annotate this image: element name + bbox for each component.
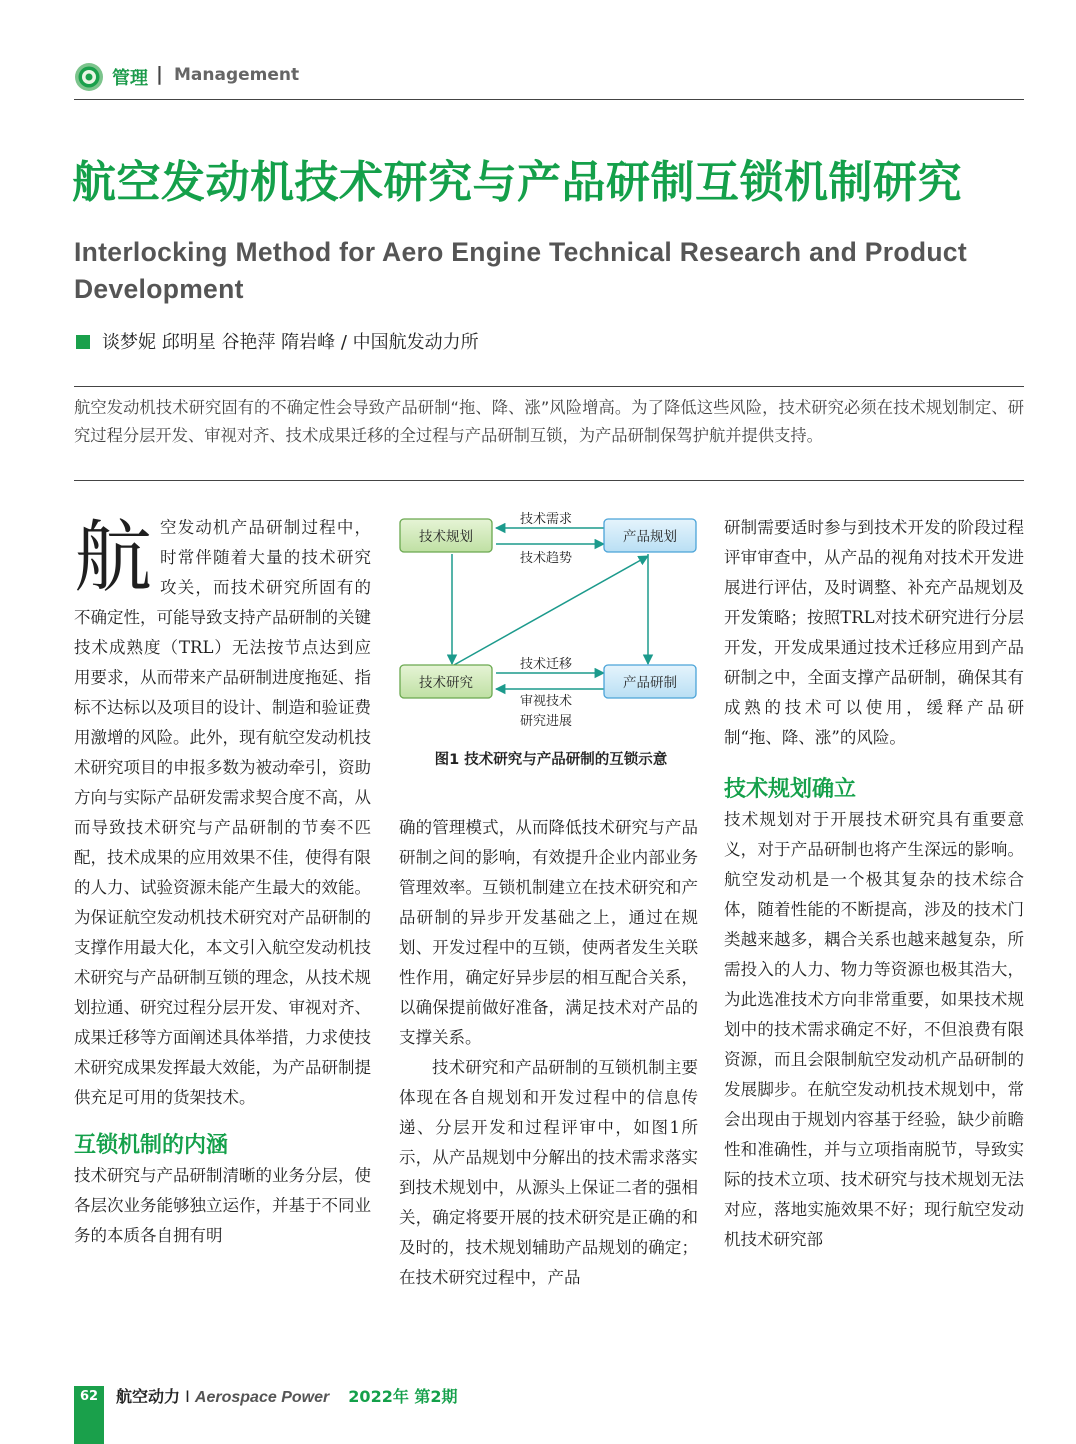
- paragraph: 技术规划对于开展技术研究具有重要意义，对于产品研制也将产生深远的影响。航空发动机是一个极其复杂的技术综合体，随着性能的不断提高，涉及的技术门类越来越多，耦合关系也越来越复杂，所需投入的人力、物力等资源也极其浩大，为此选准技术方向非常重要，如果技术规划中的技术需求确定不好，不但浪费有限资源，而且会限制航空发动机产品研制的发展脚步。在航空发动机技术规划中，常会出现由于规划内容基于经验，缺少前瞻性和准确性，并与立项指南脱节，导致实际的技术立项、技术研究与技术规划无法对应，落地实施效果不好；现行航空发动机技术研究部: [724, 810, 1024, 1249]
- drop-cap: 航: [74, 513, 153, 603]
- edge-label-review-2: 研究进展: [519, 714, 573, 729]
- journal-info: [116, 1384, 458, 1407]
- interlock-diagram: [396, 510, 706, 742]
- node-label-product-dev: 产品研制: [623, 675, 677, 691]
- page-number: 62: [79, 1389, 99, 1404]
- text-column-1: [74, 513, 371, 1251]
- article-title-en: Interlocking Method for Aero Engine Technical Research and Product Development: [74, 237, 967, 304]
- abstract: 航空发动机技术研究固有的不确定性会导致产品研制“拖、降、涨”风险增高。为了降低这些风险，技术研究必须在技术规划制定、研究过程分层开发、审视对齐、技术成果迁移的全过程与产品研制互锁，为产品研制保驾护航并提供支持。: [74, 386, 1024, 481]
- section-label-cn: 管理: [112, 68, 148, 89]
- journal-separator: I: [185, 1387, 190, 1406]
- figure-1: [396, 510, 706, 775]
- arrow-research-to-product-plan: [454, 556, 648, 665]
- paragraph: [74, 513, 371, 1113]
- edge-label-tech-migration: 技术迁移: [519, 657, 573, 672]
- section-separator: |: [156, 63, 163, 85]
- paragraph: 技术研究与产品研制清晰的业务分层，使各层次业务能够独立运作，并基于不同业务的本质各自拥有明: [74, 1166, 371, 1245]
- paragraph: 技术研究和产品研制的互锁机制主要体现在各自规划和开发过程中的信息传递、分层开发和过程评审中，如图1所示，从产品规划中分解出的技术需求落实到技术规划中，从源头上保证二者的强相关，确定将要开展的技术研究是正确的和及时的，技术规划辅助产品规划的确定；在技术研究过程中，产品: [399, 1058, 698, 1287]
- section-label-en: Management: [174, 65, 300, 85]
- section-heading: 互锁机制的内涵: [74, 1133, 229, 1158]
- paragraph-text: 空发动机产品研制过程中，时常伴随着大量的技术研究攻关，而技术研究所固有的不确定性，可能导致支持产品研制的关键技术成熟度（TRL）无法按节点达到应用要求，从而带来产品研制进度拖延、指标不达标以及项目的设计、制造和验证费用激增的风险。此外，现有航空发动机技术研究项目的申报多数为被动牵引，资助方向与实际产品研发需求契合度不高，从而导致技术研究与产品研制的节奏不匹配，技术成果的应用效果不佳，使得有限的人力、试验资源未能产生最大的效能。为保证航空发动机技术研究对产品研制的支撑作用最大化，本文引入航空发动机技术研究与产品研制互锁的理念，从技术规划拉通、研究过程分层开发、审视对齐、成果迁移等方面阐述具体举措，力求使技术研究成果发挥最大效能，为产品研制提供充足可用的货架技术。: [74, 518, 371, 1107]
- author-line: [76, 328, 479, 354]
- journal-name-cn: 航空动力: [116, 1387, 181, 1406]
- circular-emblem-icon: [74, 62, 104, 92]
- figure-caption: 图1 技术研究与产品研制的互锁示意: [434, 752, 668, 768]
- edge-label-tech-trend: 技术趋势: [519, 551, 573, 566]
- edge-label-tech-need: 技术需求: [519, 512, 573, 527]
- article-title-cn: 航空发动机技术研究与产品研制互锁机制研究: [72, 157, 962, 208]
- text-column-2: [399, 813, 698, 1293]
- node-label-product-plan: 产品规划: [623, 529, 677, 545]
- text-column-3: [724, 513, 1024, 1255]
- section-heading: 技术规划确立: [724, 777, 857, 802]
- square-bullet-icon: [76, 335, 90, 349]
- paragraph: 研制需要适时参与到技术开发的阶段过程评审审查中，从产品的视角对技术开发进展进行评估，及时调整、补充产品规划及开发策略；按照TRL对技术研究进行分层开发，开发成果通过技术迁移应用到产品研制之中，全面支撑产品研制，确保其有成熟的技术可以使用，缓释产品研制“拖、降、涨”的风险。: [724, 518, 1024, 747]
- node-label-tech-research: 技术研究: [419, 675, 473, 691]
- page-header: [74, 58, 1024, 100]
- journal-name-en: Aerospace Power: [194, 1389, 330, 1406]
- node-label-tech-plan: 技术规划: [419, 529, 473, 545]
- edge-label-review-1: 审视技术: [519, 694, 573, 709]
- author-names: 谈梦妮 邱明星 谷艳萍 隋岩峰 / 中国航发动力所: [102, 332, 479, 353]
- paragraph: 确的管理模式，从而降低技术研究与产品研制之间的影响，有效提升企业内部业务管理效率。互锁机制建立在技术研究和产品研制的异步开发基础之上，通过在规划、开发过程中的互锁，使两者发生关联性作用，确定好异步层的相互配合关系，以确保提前做好准备，满足技术对产品的支撑关系。: [399, 818, 698, 1047]
- journal-issue: 2022年 第2期: [348, 1387, 458, 1406]
